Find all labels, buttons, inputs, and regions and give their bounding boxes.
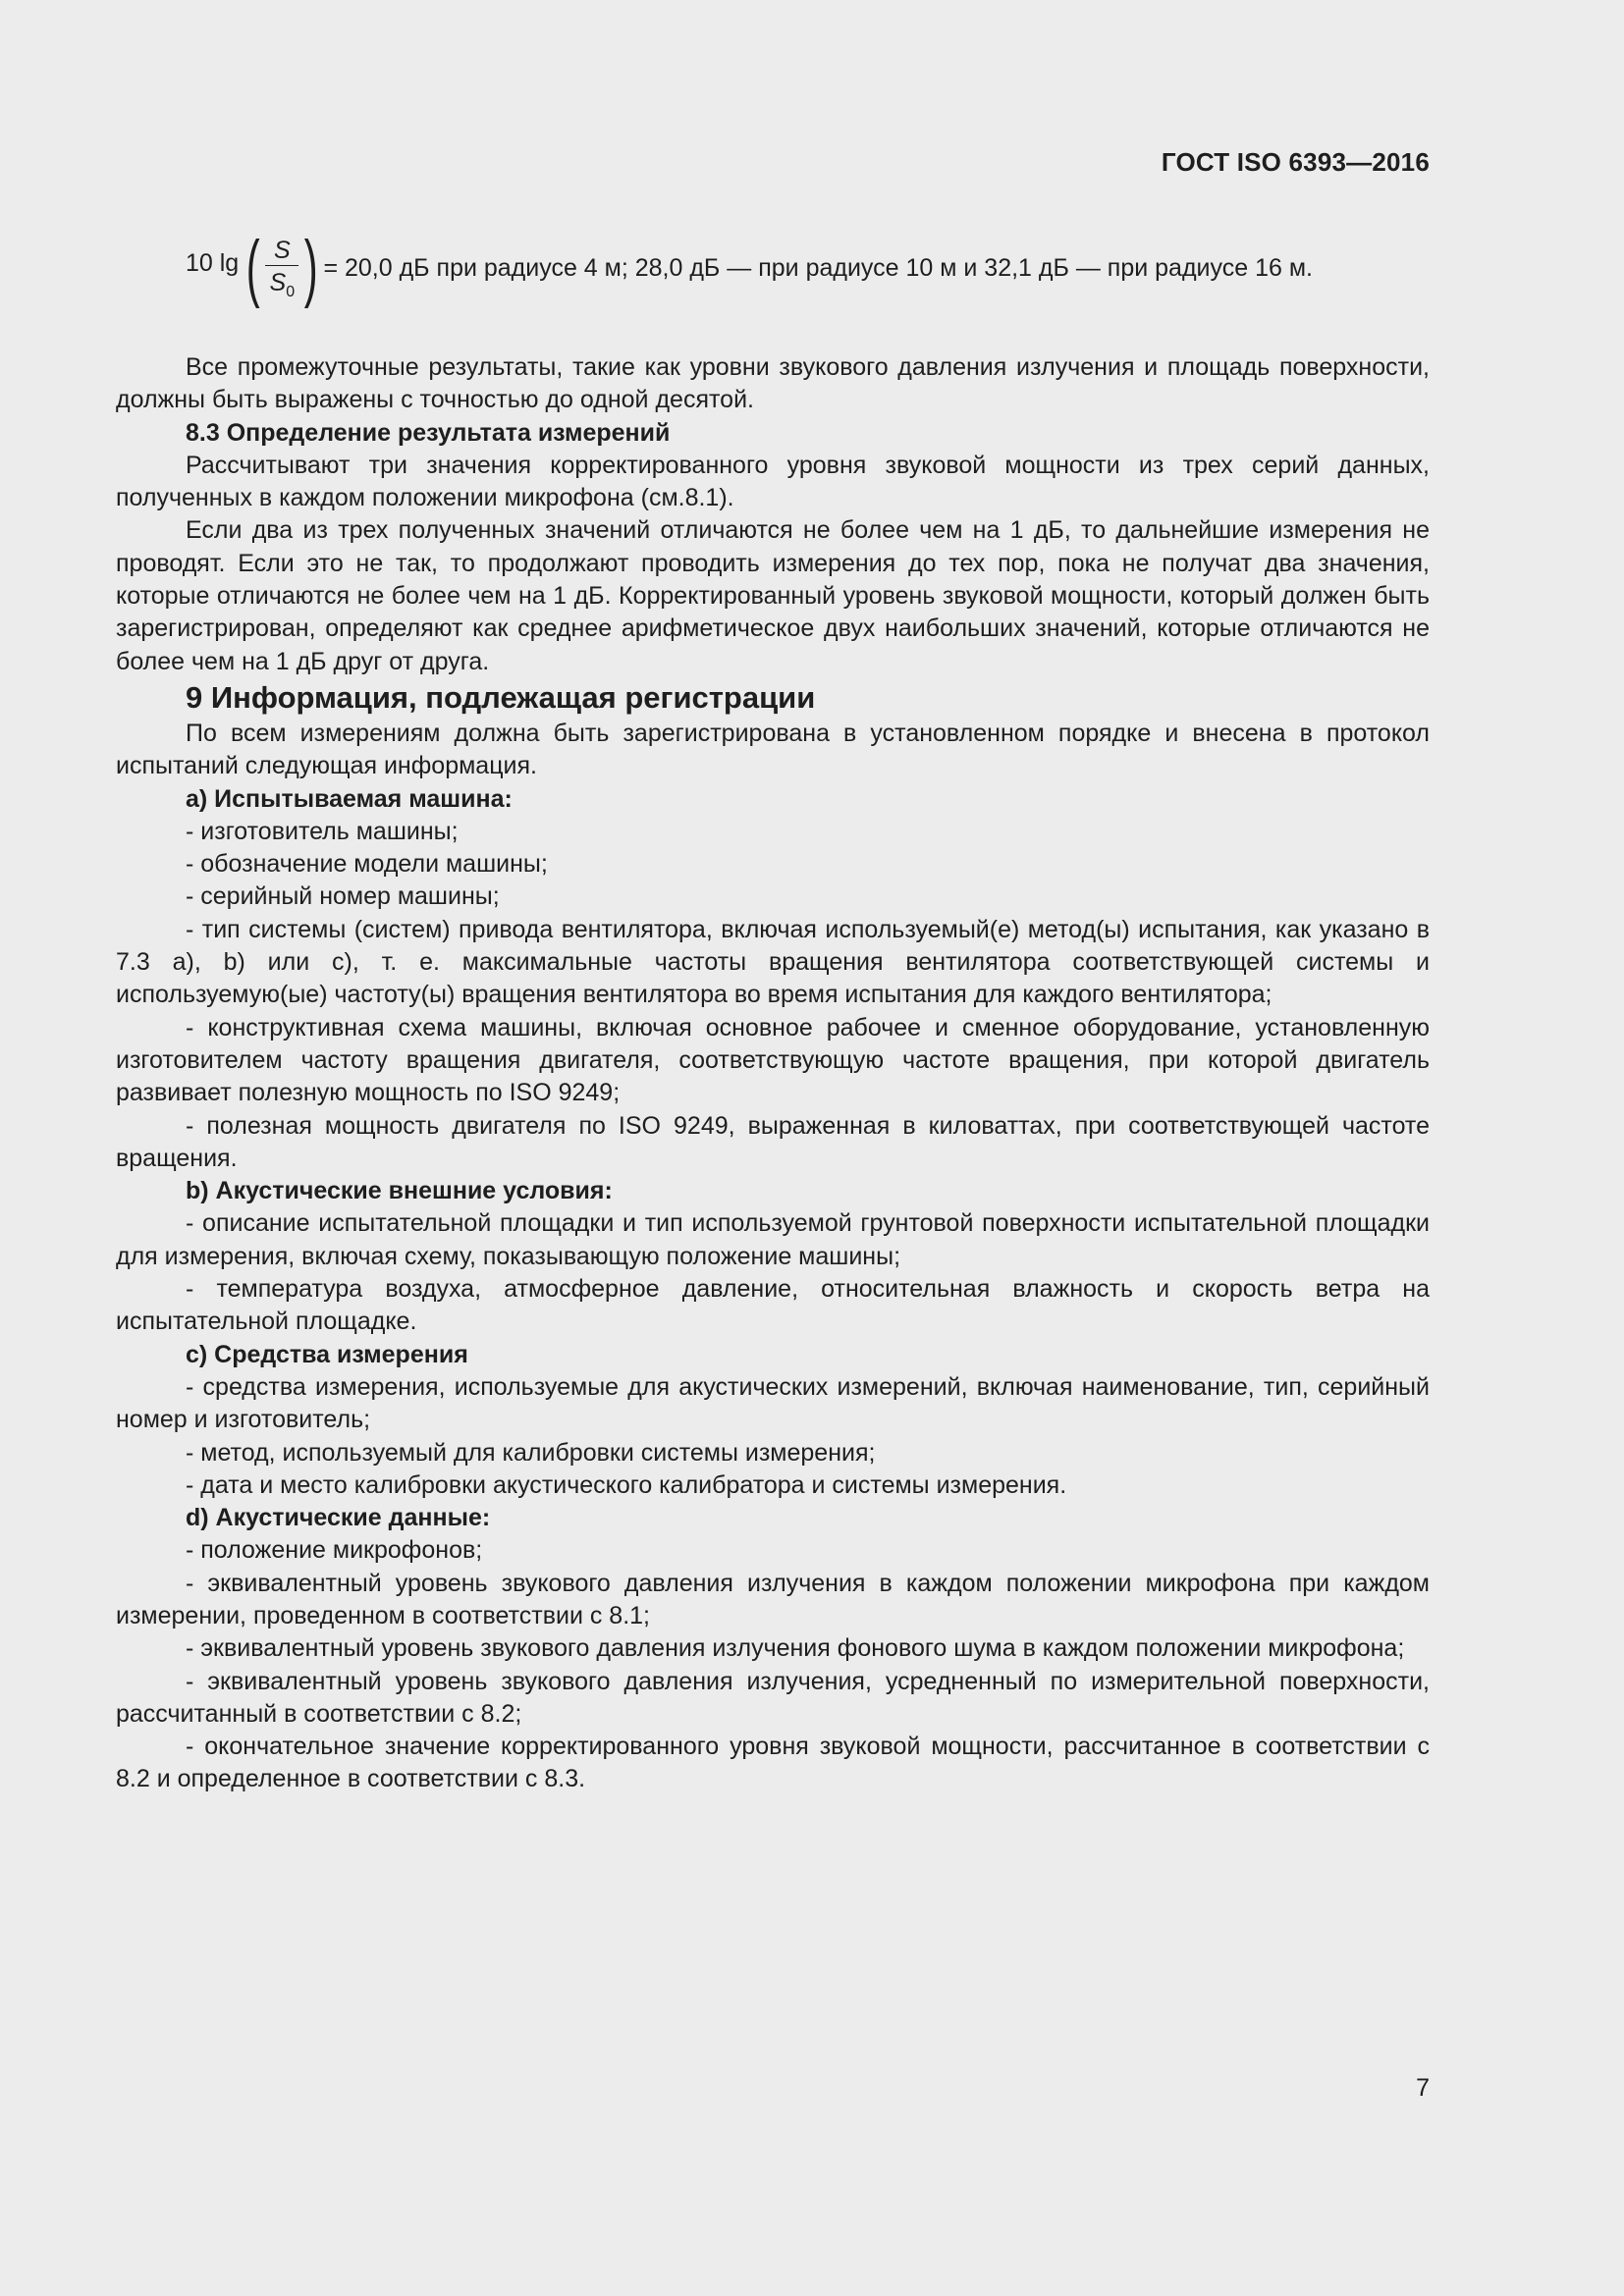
list-item: - средства измерения, используемые для акустических измерений, включая наименование, тип, серийный номер и изготовитель; <box>116 1372 1430 1434</box>
list-item: - метод, используемый для калибровки системы измерения; <box>186 1438 876 1467</box>
page-number: 7 <box>1416 2074 1430 2102</box>
section-8-3-heading: 8.3 Определение результата измерений <box>186 418 671 447</box>
formula-denominator-base: S <box>269 268 287 296</box>
subsection-d-title: d) Акустические данные: <box>186 1504 491 1532</box>
paragraph-8-3-2: Если два из трех полученных значений отличаются не более чем на 1 дБ, то дальнейшие измерения не проводят. Если это не так, то продолжают проводить измерения до тех пор, пока не получат два значения, которые отличаются не более чем на 1 дБ. Корректированный уровень звуковой мощности, который должен быть зарегистрирован, определяют как среднее арифметическое двух наибольших значений, которые отличаются не более чем на 1 дБ друг от друга. <box>116 516 1430 675</box>
section-9-heading: 9 Информация, подлежащая регистрации <box>186 679 816 715</box>
subsection-c-title: с) Средства измерения <box>186 1340 468 1368</box>
list-item: - положение микрофонов; <box>186 1536 483 1565</box>
formula-fraction <box>264 236 301 309</box>
formula-paren-open: ( <box>245 226 260 309</box>
formula-prefix: 10 lg <box>186 249 240 278</box>
formula-paren-close: ) <box>303 226 318 309</box>
list-item: - эквивалентный уровень звукового давления излучения фонового шума в каждом положении микрофона; <box>186 1634 1405 1663</box>
subsection-a-title: а) Испытываемая машина: <box>186 784 513 813</box>
paragraph-9-intro: По всем измерениям должна быть зарегистрирована в установленном порядке и внесена в протокол испытаний следующая информация. <box>116 719 1430 780</box>
list-item: - изготовитель машины; <box>186 817 459 845</box>
list-item: - обозначение модели машины; <box>186 850 548 879</box>
list-item: - температура воздуха, атмосферное давление, относительная влажность и скорость ветра на испытательной площадке. <box>116 1275 1430 1336</box>
formula <box>186 228 1430 316</box>
formula-result: = 20,0 дБ при радиусе 4 м; 28,0 дБ — при радиусе 10 м и 32,1 дБ — при радиусе 16 м. <box>323 254 1313 283</box>
formula-numerator: S <box>273 236 291 264</box>
list-item: - дата и место калибровки акустического калибратора и системы измерения. <box>186 1470 1067 1499</box>
document-code-header: ГОСТ ISO 6393—2016 <box>1161 147 1430 177</box>
list-item: - эквивалентный уровень звукового давления излучения, усредненный по измерительной поверхности, рассчитанный в соответствии с 8.2; <box>116 1667 1430 1728</box>
list-item: - серийный номер машины; <box>186 882 500 911</box>
list-item: - окончательное значение корректированного уровня звуковой мощности, рассчитанное в соответствии с 8.2 и определенное в соответствии с 8.3. <box>116 1733 1430 1793</box>
list-item: - эквивалентный уровень звукового давления излучения в каждом положении микрофона при каждом измерении, проведенном в соответствии с 8.1; <box>116 1569 1430 1629</box>
list-item: - тип системы (систем) привода вентилятора, включая используемый(е) метод(ы) испытания, как указано в 7.3 а), b) или с), т. е. максимальные частоты вращения вентилятора соответствующей системы и используемую(ые) частоту(ы) вращения вентилятора во время испытания для каждого вентилятора; <box>116 915 1430 1009</box>
formula-denominator-sub: 0 <box>286 283 296 300</box>
list-item: - полезная мощность двигателя по ISO 9249, выраженная в киловаттах, при соответствующей частоте вращения. <box>116 1111 1430 1172</box>
formula-denominator <box>264 266 301 309</box>
list-item: - конструктивная схема машины, включая основное рабочее и сменное оборудование, установленную изготовителем частоту вращения двигателя, соответствующую частоте вращения, при которой двигатель развивает полезную мощность по ISO 9249; <box>116 1013 1430 1107</box>
subsection-b-title: b) Акустические внешние условия: <box>186 1177 613 1205</box>
paragraph-intermediate-results: Все промежуточные результаты, такие как уровни звукового давления излучения и площадь поверхности, должны быть выражены с точностью до одной десятой. <box>116 353 1430 414</box>
list-item: - описание испытательной площадки и тип используемой грунтовой поверхности испытательной площадки для измерения, включая схему, показывающую положение машины; <box>116 1209 1430 1270</box>
page-content <box>116 228 1430 1796</box>
paragraph-8-3-1: Рассчитывают три значения корректированного уровня звуковой мощности из трех серий данных, полученных в каждом положении микрофона (см.8.1). <box>116 451 1430 512</box>
